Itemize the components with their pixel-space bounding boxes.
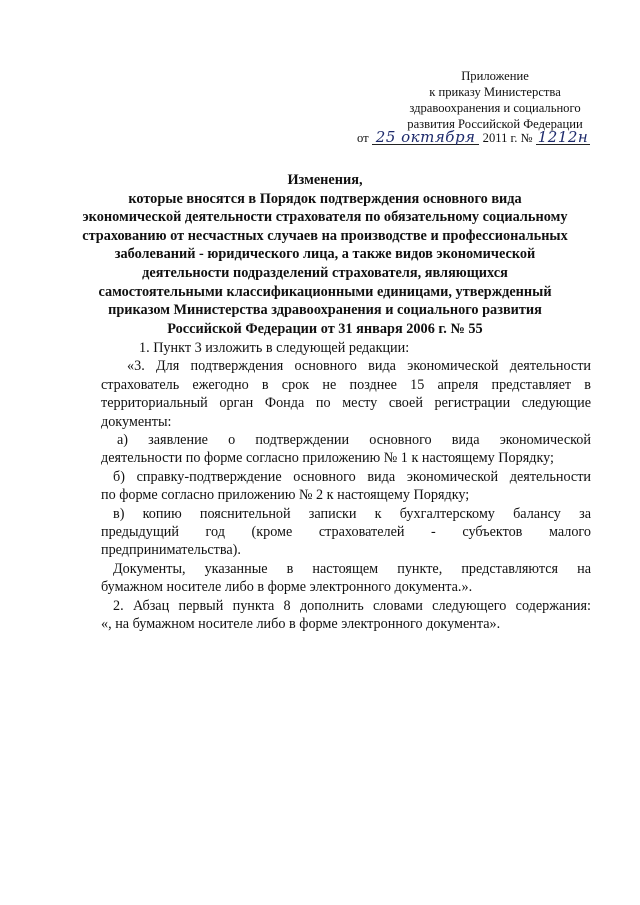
appendix-line: развития Российской Федерации xyxy=(407,117,583,131)
handwritten-date: 25 октября xyxy=(372,130,480,145)
handwritten-order-number: 1212н xyxy=(537,128,589,146)
appendix-line: к приказу Министерства xyxy=(429,85,561,99)
item-2-line: 2. Абзац первый пункта 8 дополнить словами следующего содержания: xyxy=(113,597,591,614)
title-line: страхованию от несчастных случаев на производстве и профессиональных xyxy=(82,227,568,244)
item-1-intro: 1. Пункт 3 изложить в следующей редакции: xyxy=(139,340,410,356)
paragraph-3-line: территориальный орган Фонда по месту своей регистрации следующие xyxy=(101,395,591,412)
title-line: Изменения, xyxy=(287,172,363,188)
subitem-a-line: деятельности по форме согласно приложению № 1 к настоящему Порядку; xyxy=(101,450,554,467)
appendix-line: здравоохранения и социального xyxy=(409,101,581,115)
paragraph-3-line: страхователь ежегодно в срок не позднее 15 апреля представляет в xyxy=(101,376,591,393)
subitem-v-line: предпринимательства). xyxy=(101,542,241,559)
title-line: экономической деятельности страхователя по обязательному социальному xyxy=(82,209,568,226)
order-year: 2011 г. № xyxy=(482,131,533,145)
title-line: приказом Министерства здравоохранения и социального развития xyxy=(108,302,542,319)
documents-note-line: Документы, указанные в настоящем пункте, представляются на xyxy=(113,560,591,577)
title-line: которые вносятся в Порядок подтверждения основного вида xyxy=(128,190,522,207)
title-line: деятельности подразделений страхователя, являющихся xyxy=(142,264,508,281)
appendix-header xyxy=(390,68,600,132)
subitem-v-line: в) копию пояснительной записки к бухгалтерскому балансу за xyxy=(113,505,591,522)
paragraph-3-line: документы: xyxy=(101,413,172,430)
documents-note-line: бумажном носителе либо в форме электронного документа.». xyxy=(101,579,473,596)
item-2-line: «, на бумажном носителе либо в форме электронного документа». xyxy=(101,616,501,633)
title-line: заболеваний - юридического лица, а также видов экономической xyxy=(114,246,536,263)
paragraph-3-line: «3. Для подтверждения основного вида экономической деятельности xyxy=(127,358,591,375)
subitem-a-line: а) заявление о подтверждении основного вида экономической xyxy=(117,432,591,449)
document-title xyxy=(58,171,592,338)
document-body xyxy=(101,339,591,634)
subitem-b-line: по форме согласно приложению № 2 к настоящему Порядку; xyxy=(101,487,470,504)
appendix-date-line xyxy=(357,130,607,150)
title-line: Российской Федерации от 31 января 2006 г. № 55 xyxy=(167,320,483,337)
date-prefix: от xyxy=(357,131,369,145)
title-line: самостоятельными классификационными единицами, утвержденный xyxy=(98,283,552,300)
appendix-line: Приложение xyxy=(461,69,529,83)
subitem-v-line: предыдущий год (кроме страхователей - субъектов малого xyxy=(101,524,591,541)
subitem-b-line: б) справку-подтверждение основного вида экономической деятельности xyxy=(113,468,591,485)
